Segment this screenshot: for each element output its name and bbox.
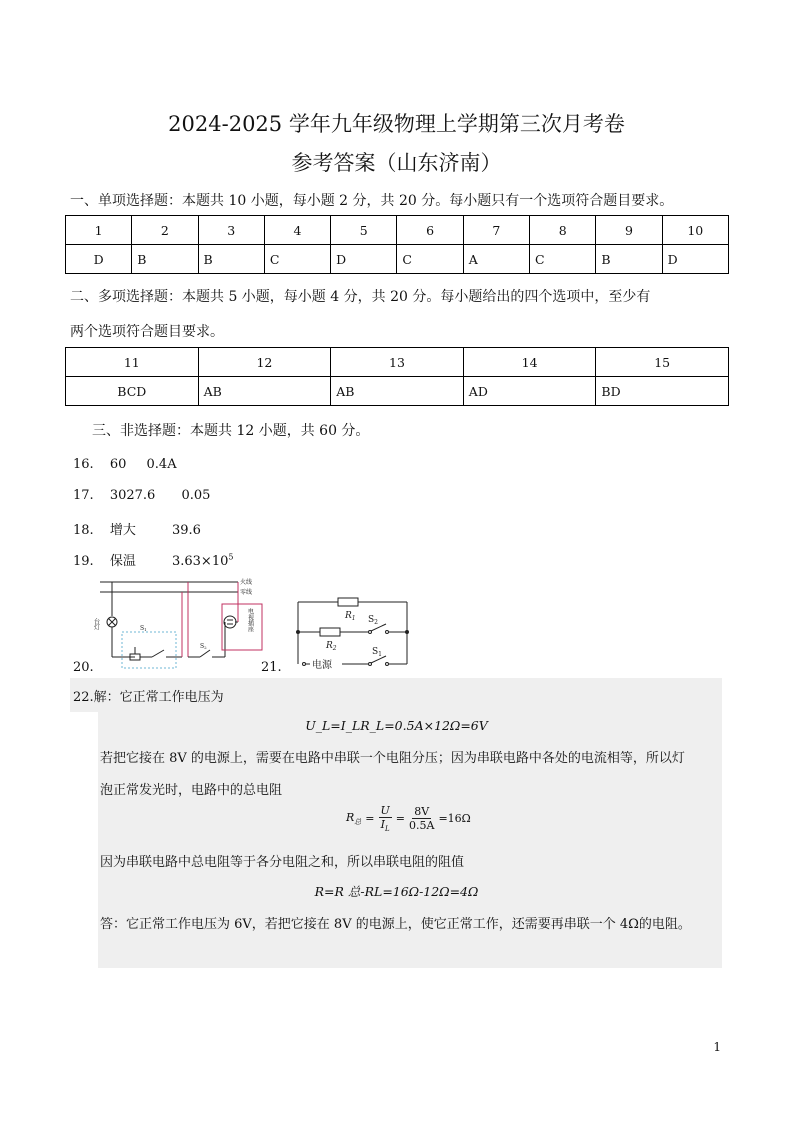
total-resistance-symbol: $R_总$ [346,810,362,826]
q19-number: 19. [73,554,94,569]
section1-heading: 一、单项选择题：本题共 10 小题，每小题 2 分，共 20 分。每小题只有一个选项符合题目要求。 [70,193,674,209]
q17-answer-a: 3027.6 [109,488,156,503]
neutral-wire-label: 零线 [240,589,253,596]
s2-label: $S_2$ [368,615,378,626]
q1-answer: D [66,245,132,274]
q8-number: 8 [530,216,596,245]
q2-number: 2 [132,216,198,245]
q22-formula-2: $R_总$ = $\frac{U}{I_L}$ = $\frac{8V}{0.5A}$ =16Ω [346,804,471,834]
socket-box [222,604,262,650]
fig21-number: 21. [261,660,282,675]
q11-answer: BCD [66,377,199,406]
r2-label: $R_2$ [326,641,337,652]
q22-formula-3: R=R 总-RL=16Ω-12Ω=4Ω [314,884,479,899]
q8-answer: C [530,245,596,274]
q12-number: 12 [198,348,331,377]
section2-number-row [66,348,729,377]
q15-number: 15 [596,348,729,377]
q14-answer: AD [463,377,596,406]
q19-exponent: 5 [228,552,234,562]
section2-answer-row [66,377,729,406]
q22-paragraph2: 因为串联电路中总电阻等于各分电阻之和，所以串联电阻的阻值 [100,855,465,870]
section2-heading-line1: 二、多项选择题：本题共 5 小题，每小题 4 分，共 20 分。每小题给出的四个选项中，至少有 [70,289,651,305]
q14-number: 14 [463,348,596,377]
q22-paragraph1-line1: 若把它接在 8V 的电源上，需要在电路中串联一个电阻分压；因为串联电路中各处的电流相等，所以灯 [100,751,685,766]
q13-answer: AB [331,377,464,406]
section1-answer-row [66,245,729,274]
q7-answer: A [463,245,529,274]
socket-label: 电视插座 [246,608,254,632]
q17-line [73,488,210,503]
q3-number: 3 [198,216,264,245]
switch1-dashed-box [122,632,176,668]
r1-label: $R_1$ [345,611,356,622]
page-title: 2024-2025 学年九年级物理上学期第三次月考卷 [168,112,625,136]
q16-answer-b: 0.4A [146,457,177,472]
q22-paragraph1-line2: 泡正常发光时，电路中的总电阻 [100,783,283,798]
q22-intro: 22.解：它正常工作电压为 [73,690,224,705]
q10-answer: D [662,245,728,274]
q13-number: 13 [331,348,464,377]
switch1-blade [152,650,164,657]
q5-number: 5 [331,216,397,245]
q17-number: 17. [73,488,94,503]
q2-answer: B [132,245,198,274]
switch2-label: S2 [200,643,207,650]
q22-formula-1: U_L=I_LR_L=0.5A×12Ω=6V [305,718,488,733]
q16-number: 16. [73,457,94,472]
switch2-blade [200,650,210,657]
q16-line [73,457,177,472]
page-subtitle: 参考答案（山东济南） [291,151,502,175]
section2-heading-line2: 两个选项符合题目要求。 [70,324,224,340]
total-resistance-result: =16Ω [438,812,471,826]
live-wire-label: 火线 [240,579,253,586]
q18-answer-b: 39.6 [171,523,201,538]
q4-answer: C [264,245,330,274]
r1-resistor [338,598,358,606]
q19-answer-a: 保温 [109,554,136,569]
q4-number: 4 [264,216,330,245]
fig20-circuit-diagram [90,572,265,672]
fraction-8v-over-05a: $\frac{8V}{0.5A}$ [409,805,435,833]
r2-resistor [320,628,340,636]
q6-answer: C [397,245,463,274]
q18-answer-a: 增大 [109,523,136,538]
section3-heading: 三、非选择题：本题共 12 小题，共 60 分。 [92,423,370,439]
q5-answer: D [331,245,397,274]
q6-number: 6 [397,216,463,245]
section1-number-row [66,216,729,245]
switch1-label: S1 [140,625,147,632]
q9-number: 9 [596,216,662,245]
q11-number: 11 [66,348,199,377]
q9-answer: B [596,245,662,274]
socket-symbol [224,616,236,628]
q1-number: 1 [66,216,132,245]
power-source-label: 电源 [312,660,332,671]
q22-answer: 答：它正常工作电压为 6V，若把它接在 8V 的电源上，使它正常工作，还需要再串联一个 4Ω的电阻。 [100,917,691,932]
q15-answer: BD [596,377,729,406]
q12-answer: AB [198,377,331,406]
q18-number: 18. [73,523,94,538]
page-number: 1 [713,1040,721,1054]
fraction-u-over-i: $\frac{U}{I_L}$ [380,804,390,834]
q19-answer-b: 3.63×10 [171,554,229,569]
q16-answer-a: 60 [109,457,127,472]
section1-answer-table [65,215,729,274]
q3-answer: B [198,245,264,274]
lamp-label: 台灯 [92,618,100,630]
q7-number: 7 [463,216,529,245]
q10-number: 10 [662,216,728,245]
q17-answer-b: 0.05 [181,488,211,503]
q18-line [73,519,201,538]
q19-line [73,550,233,569]
fig21-circuit-diagram [290,594,415,672]
s1-label: $S_1$ [372,647,382,658]
section2-answer-table [65,347,729,406]
fig20-number: 20. [73,660,94,675]
